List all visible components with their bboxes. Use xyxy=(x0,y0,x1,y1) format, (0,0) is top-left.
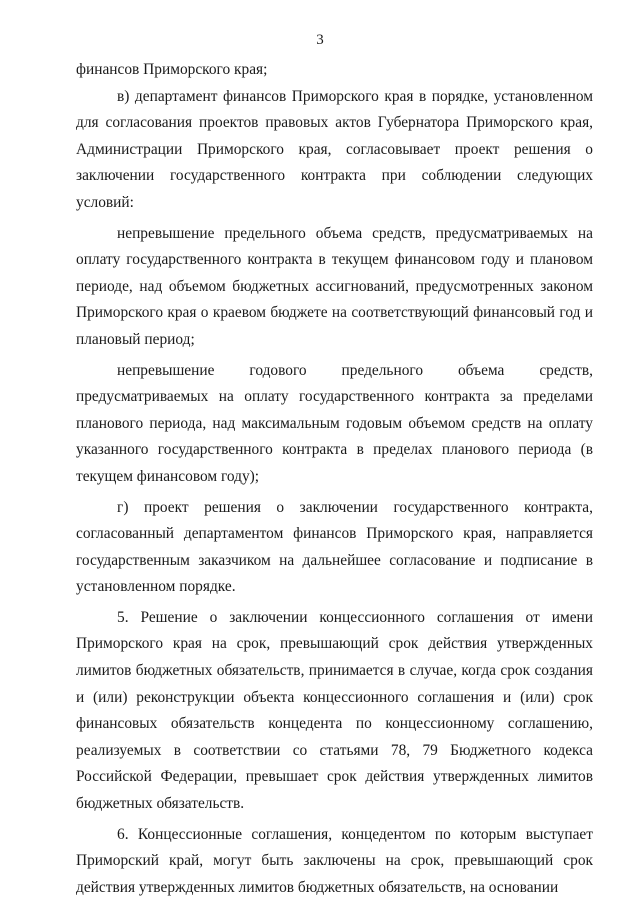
paragraph-condition-1: непревышение предельного объема средств, предусматриваемых на оплату государственного контракта в текущем финансовом году и плановом периоде, над объемом бюджетных ассигнований, предусмотренных законом Приморского края о краевом бюджете на соответствующий финансовый год и плановый период; xyxy=(76,224,593,348)
paragraph-condition-2: непревышение годового предельного объема средств, предусматриваемых на оплату государственного контракта за пределами планового периода, над максимальным годовым объемом средств на оплату указанного государственного контракта в пределах планового периода (в текущем финансовом году); xyxy=(76,361,593,485)
paragraph-section-6: 6. Концессионные соглашения, концедентом по которым выступает Приморский край, могут быть заключены на срок, превышающий срок действия утвержденных лимитов бюджетных обязательств, на основании xyxy=(76,825,593,896)
page-number: 3 xyxy=(316,32,324,48)
paragraph-continuation: финансов Приморского края; xyxy=(76,61,268,78)
paragraph-section-5: 5. Решение о заключении концессионного соглашения от имени Приморского края на срок, превышающий срок действия утвержденных лимитов бюджетных обязательств, принимается в случае, когда срок создания и (или) реконструкции объекта концессионного соглашения и (или) срок финансовых обязательств концедента по концессионному соглашению, реализуемых в соответствии со статьями 78, 79 Бюджетного кодекса Российской Федерации, превышает срок действия утвержденных лимитов бюджетных обязательств. xyxy=(76,608,593,813)
paragraph-item-g: г) проект решения о заключении государственного контракта, согласованный департаментом финансов Приморского края, направляется государственным заказчиком на дальнейшее согласование и подписание в установленном порядке. xyxy=(76,498,593,596)
paragraph-item-v: в) департамент финансов Приморского края в порядке, установленном для согласования проектов правовых актов Губернатора Приморского края, Администрации Приморского края, согласовывает проект решения о заключении государственного контракта при соблюдении следующих условий: xyxy=(76,87,593,211)
document-body xyxy=(76,57,593,901)
